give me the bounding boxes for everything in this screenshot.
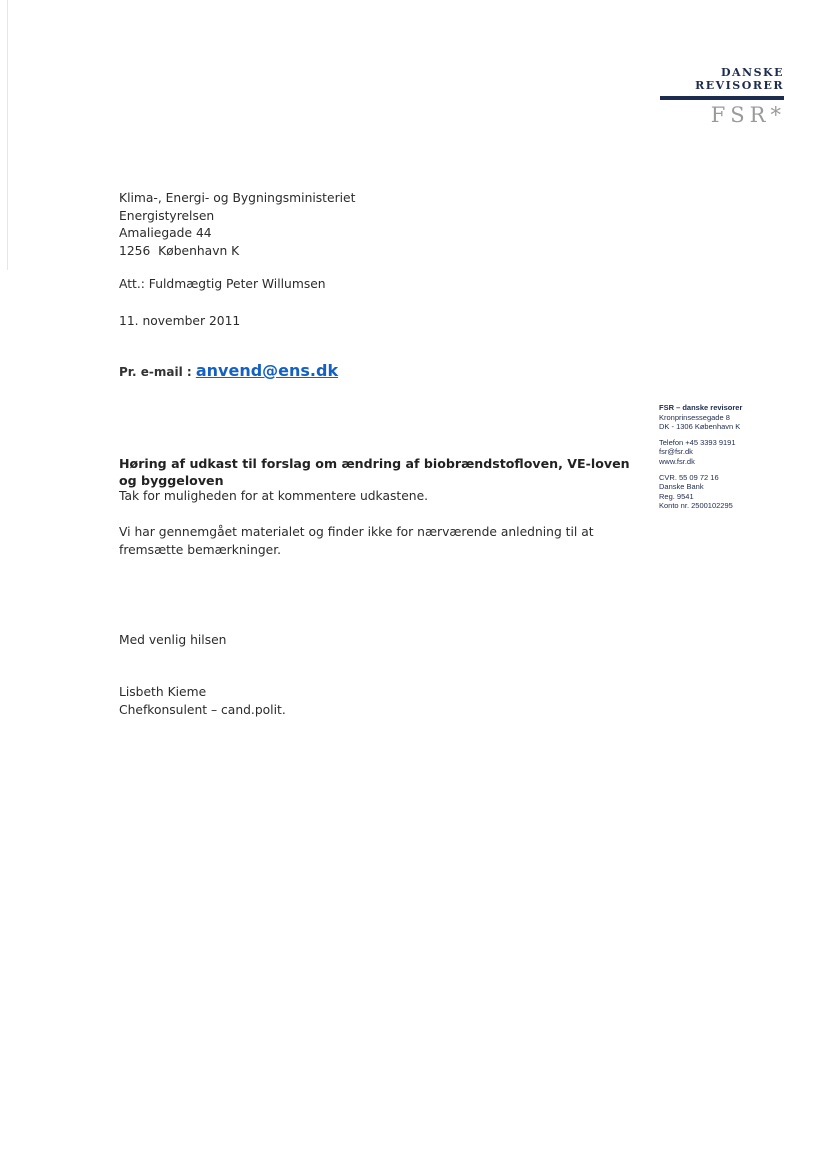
subject-line-1: Høring af udkast til forslag om ændring af biobrændstofloven, VE-loven xyxy=(119,456,630,471)
logo-line-revisorer: REVISORER xyxy=(695,79,784,92)
sender-cvr: CVR. 55 09 72 16 xyxy=(659,472,719,482)
letter-subject xyxy=(119,455,630,489)
sender-bank-group xyxy=(659,473,819,511)
sender-street: Kronprinsessegade 8 xyxy=(659,412,730,422)
sender-email: fsr@fsr.dk xyxy=(659,447,693,457)
sender-contact-group xyxy=(659,438,819,467)
recipient-street: Amaliegade 44 xyxy=(119,226,212,241)
sender-address-group xyxy=(659,403,819,432)
sender-org: FSR – danske revisorer xyxy=(659,403,743,412)
sender-city: DK - 1306 København K xyxy=(659,422,741,432)
body-paragraph-1: Tak for muligheden for at kommentere udkastene. xyxy=(119,489,429,503)
body-paragraph-2 xyxy=(119,524,594,559)
logo-bar xyxy=(660,96,784,100)
email-link[interactable]: anvend@ens.dk xyxy=(195,361,339,380)
sender-reg: Reg. 9541 xyxy=(659,491,694,501)
body-paragraph-2-line-2: fremsætte bemærkninger. xyxy=(119,542,282,557)
sender-bank: Danske Bank xyxy=(659,482,704,492)
recipient-city: 1256 København K xyxy=(119,243,240,258)
recipient-ministry: Klima-, Energi- og Bygningsministeriet xyxy=(119,191,356,205)
sender-phone: Telefon +45 3393 9191 xyxy=(659,437,736,447)
letter-date: 11. november 2011 xyxy=(119,314,241,328)
signer-name: Lisbeth Kieme xyxy=(119,685,207,699)
sender-account: Konto nr. 2500102295 xyxy=(659,501,733,511)
fsr-logo xyxy=(640,66,790,128)
recipient-address xyxy=(119,190,355,260)
email-line xyxy=(119,362,338,382)
closing-greeting: Med venlig hilsen xyxy=(119,633,227,647)
subject-line-2: og byggeloven xyxy=(119,473,224,488)
signer-title: Chefkonsulent – cand.polit. xyxy=(119,702,286,717)
sender-info xyxy=(659,403,819,517)
recipient-agency: Energistyrelsen xyxy=(119,208,215,223)
logo-line-danske: DANSKE xyxy=(720,66,784,79)
signature-block xyxy=(119,684,286,719)
body-paragraph-2-line-1: Vi har gennemgået materialet og finder ikke for nærværende anledning til at xyxy=(119,525,594,539)
email-label: Pr. e-mail : xyxy=(119,365,196,379)
scan-edge xyxy=(7,0,8,270)
sender-web: www.fsr.dk xyxy=(659,456,695,466)
attention-line: Att.: Fuldmægtig Peter Willumsen xyxy=(119,277,326,291)
logo-mark-fsr: FSR* xyxy=(710,103,786,127)
